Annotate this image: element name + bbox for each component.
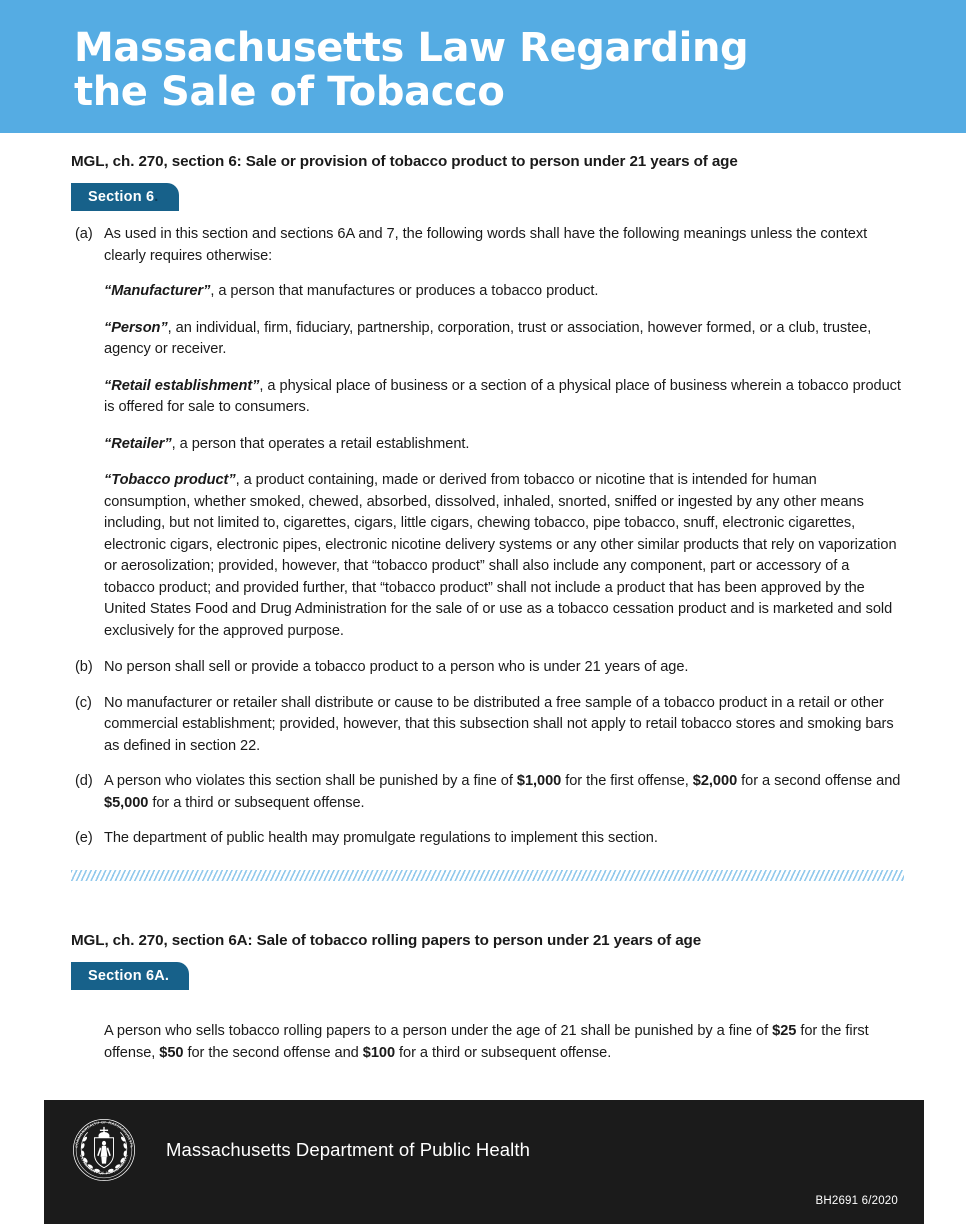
paragraph-d-marker: (d) bbox=[75, 773, 93, 789]
section6-badge bbox=[71, 183, 179, 211]
section6a-text-1: A person who sells tobacco rolling papers to a person under the age of 21 shall be punished by a fine of bbox=[104, 1023, 773, 1040]
paragraph-c-text: No manufacturer or retailer shall distribute or cause to be distributed a free sample of a tobacco product in a retail or other commercial establishment; provided, however, that this subsection shall not apply to retail tobacco stores and smoking bars as defined in section 22. bbox=[104, 694, 894, 754]
paragraph-d bbox=[0, 771, 966, 814]
definition-tobacco-product-term: “Tobacco product” bbox=[104, 472, 236, 488]
definition-manufacturer-text: , a person that manufactures or produces a tobacco product. bbox=[210, 283, 599, 299]
paragraph-b-text: No person shall sell or provide a tobacco product to a person who is under 21 years of age. bbox=[104, 659, 689, 675]
paragraph-e-marker: (e) bbox=[75, 830, 93, 846]
section6-badge-period: . bbox=[154, 189, 159, 205]
page-title bbox=[74, 26, 894, 114]
hatched-divider bbox=[71, 870, 904, 881]
section6-badge-label: Section 6 bbox=[88, 189, 155, 205]
section6a-body bbox=[0, 1004, 966, 1064]
footer-agency-name: Massachusetts Department of Public Health bbox=[166, 1139, 530, 1160]
fine-amount-first-offense: $1,000 bbox=[516, 773, 562, 789]
svg-text:COMMONWEALTH OF MASSACHUSETTS: COMMONWEALTH OF MASSACHUSETTS bbox=[74, 1120, 134, 1149]
page-title-line1: Massachusetts Law Regarding bbox=[74, 25, 749, 71]
paragraph-e-text: The department of public health may promulgate regulations to implement this section. bbox=[104, 830, 658, 846]
paragraph-a-marker: (a) bbox=[75, 226, 93, 242]
section6a-mgl-heading: MGL, ch. 270, section 6A: Sale of tobacco rolling papers to person under 21 years of age bbox=[71, 931, 702, 949]
section6a bbox=[0, 881, 966, 1065]
definition-retail-establishment bbox=[0, 376, 966, 419]
definition-tobacco-product-text: , a product containing, made or derived from tobacco or nicotine that is intended for human consumption, whether smoked, chewed, absorbed, dissolved, inhaled, snorted, sniffed or ingested by any other means including, but not limited to, cigarettes, cigars, little cigars, chewing tobacco, pipe tobacco, snuff, electronic cigarettes, electronic cigars, electronic pipes, electronic nicotine delivery systems or any other similar products that rely on vaporization or aerosolization; provided, however, that “tobacco product” shall also include any component, part or accessory of a tobacco product; and provided further, that “tobacco product” shall not include a product that has been approved by the United States Food and Drug Administration for the sale of or use as a tobacco cessation product and is marketed and sold exclusively for the approved purpose. bbox=[104, 472, 897, 639]
definition-retail-establishment-text: , a physical place of business or a section of a physical place of business wherein a tobacco product is offered for sale to consumers. bbox=[104, 377, 901, 415]
fine-amount-third-offense: $5,000 bbox=[104, 794, 149, 811]
header-banner bbox=[0, 0, 966, 133]
footer-identity bbox=[70, 1116, 530, 1184]
definition-retailer-text: , a person that operates a retail establishment. bbox=[171, 435, 470, 452]
section6a-text-4: for a third or subsequent offense. bbox=[395, 1045, 612, 1062]
section6a-text-2: for the first offense, bbox=[104, 1023, 869, 1062]
paragraph-d-text-4: for a third or subsequent offense. bbox=[148, 794, 365, 811]
paragraph-d-text-2: for the first offense, bbox=[561, 773, 693, 789]
paragraph-b bbox=[0, 657, 966, 679]
definition-retail-establishment-term: “Retail establishment” bbox=[104, 377, 260, 394]
page-title-line2: the Sale of Tobacco bbox=[74, 69, 505, 115]
definition-manufacturer-term: “Manufacturer” bbox=[104, 283, 211, 299]
section6a-badge-wrap bbox=[0, 951, 966, 990]
rolling-fine-third-offense: $100 bbox=[362, 1045, 396, 1062]
definition-tobacco-product bbox=[0, 470, 966, 642]
massachusetts-dph-seal-icon bbox=[70, 1116, 138, 1184]
section6-mgl-heading: MGL, ch. 270, section 6: Sale or provision of tobacco product to person under 21 years of age bbox=[71, 153, 738, 170]
definition-person-text: , an individual, firm, fiduciary, partnership, corporation, trust or association, however formed, or a club, trustee, agency or receiver. bbox=[104, 319, 872, 357]
section6a-text-3: for the second offense and bbox=[183, 1045, 363, 1062]
paragraph-e bbox=[0, 828, 966, 850]
rolling-fine-second-offense: $50 bbox=[159, 1045, 184, 1062]
definition-person-term: “Person” bbox=[104, 319, 168, 336]
rolling-fine-first-offense: $25 bbox=[772, 1023, 797, 1040]
footer-bar bbox=[44, 1100, 924, 1224]
paragraph-d-text-3: for a second offense and bbox=[737, 773, 901, 789]
section6-content bbox=[0, 211, 966, 850]
definition-retailer bbox=[0, 434, 966, 456]
definition-retailer-term: “Retailer” bbox=[104, 435, 172, 452]
section6a-badge: Section 6A. bbox=[71, 962, 189, 990]
section6-badge-wrap bbox=[0, 172, 966, 211]
paragraph-c bbox=[0, 693, 966, 758]
definition-manufacturer bbox=[0, 281, 966, 303]
paragraph-b-marker: (b) bbox=[75, 659, 93, 675]
footer-document-code: BH2691 6/2020 bbox=[815, 1195, 898, 1207]
paragraph-a bbox=[0, 224, 966, 267]
document-body bbox=[0, 133, 966, 1079]
paragraph-c-marker: (c) bbox=[75, 694, 92, 711]
definition-person bbox=[0, 318, 966, 361]
paragraph-a-text: As used in this section and sections 6A and 7, the following words shall have the following meanings unless the context clearly requires otherwise: bbox=[104, 226, 868, 264]
fine-amount-second-offense: $2,000 bbox=[692, 773, 738, 789]
svg-text:DEPARTMENT OF PUBLIC HEALTH: DEPARTMENT OF PUBLIC HEALTH bbox=[78, 1153, 130, 1176]
paragraph-d-text-1: A person who violates this section shall be punished by a fine of bbox=[104, 773, 517, 789]
